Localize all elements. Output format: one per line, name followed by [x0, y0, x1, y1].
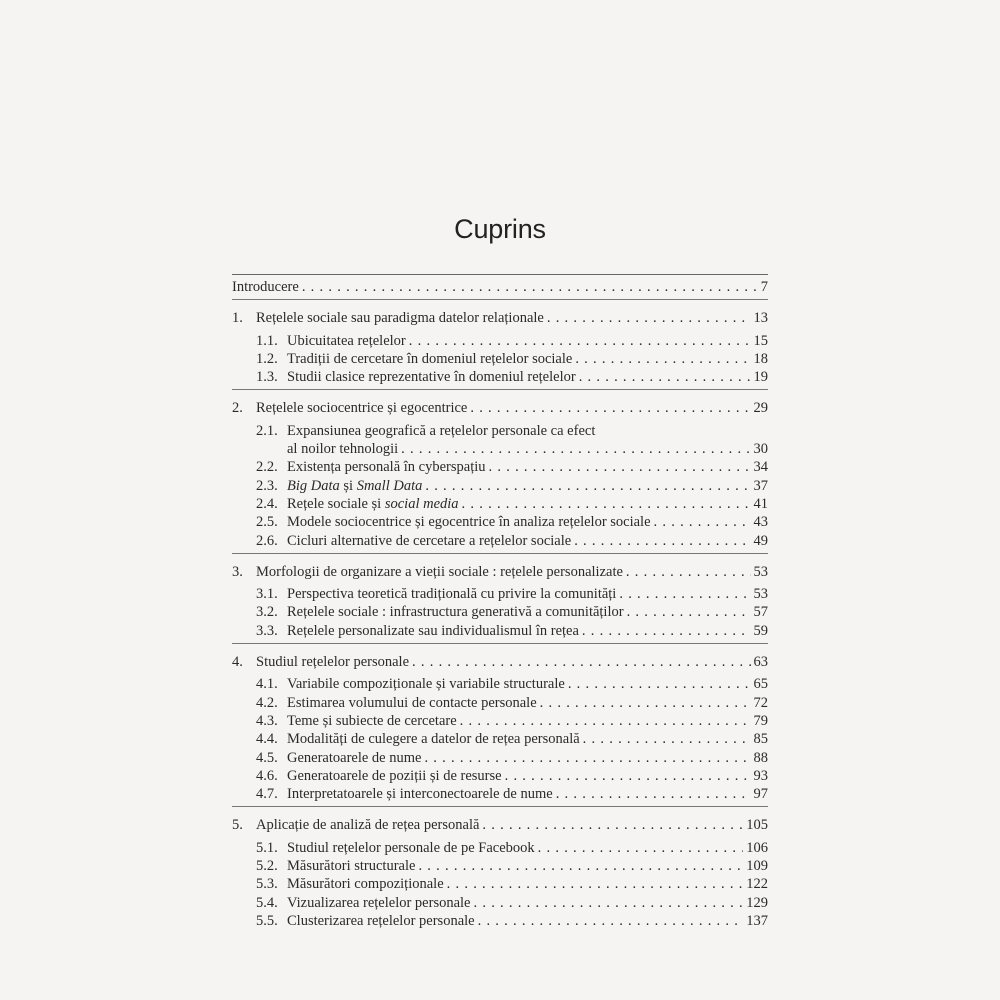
section-number: 1.2.: [256, 350, 278, 367]
toc-section-entry[interactable]: [232, 532, 768, 550]
chapter-page: 53: [753, 563, 768, 580]
dot-leader: [579, 368, 751, 386]
section-number: 5.2.: [256, 858, 278, 875]
dot-leader: [568, 675, 751, 693]
section-title: Studiul rețelelor personale de pe Facebook: [287, 839, 535, 856]
section-title: Existența personală în cyberspațiu: [287, 459, 486, 476]
toc-section-entry[interactable]: [232, 585, 768, 603]
toc-section-entry[interactable]: [232, 368, 768, 386]
toc-section-entry[interactable]: [232, 767, 768, 785]
section-page: 19: [753, 369, 768, 386]
chapter-title: Morfologii de organizare a vieții sociale : rețelele personalizate: [256, 563, 623, 580]
toc-section-entry[interactable]: [232, 785, 768, 803]
toc-section-entry[interactable]: [232, 675, 768, 693]
toc-section-entry[interactable]: [232, 875, 768, 893]
section-number: 4.4.: [256, 731, 278, 748]
chapter-number: 2.: [232, 400, 243, 417]
toc-chapter-entry[interactable]: [232, 399, 768, 417]
section-page: 137: [746, 912, 768, 929]
toc-chapter-entry[interactable]: [232, 563, 768, 581]
dot-leader: [627, 603, 751, 621]
dot-leader: [489, 458, 751, 476]
section-title: Rețelele personalizate sau individualismul în rețea: [287, 622, 579, 639]
section-page: 49: [753, 532, 768, 549]
toc-chapter-entry[interactable]: [232, 816, 768, 834]
section-title-continuation: al noilor tehnologii: [287, 441, 399, 458]
section-page: 122: [746, 876, 768, 893]
dot-leader: [482, 816, 743, 834]
toc-section-entry[interactable]: [232, 350, 768, 368]
section-page: 65: [753, 676, 768, 693]
dot-leader: [470, 399, 750, 417]
dot-leader: [574, 532, 750, 550]
section-page: 41: [753, 495, 768, 512]
dot-leader: [556, 785, 751, 803]
chapter-title: Rețelele sociale sau paradigma datelor relaționale: [256, 310, 544, 327]
section-number: 5.1.: [256, 839, 278, 856]
section-title: Generatoarele de nume: [287, 749, 422, 766]
toc-section-entry[interactable]: [232, 857, 768, 875]
toc-group-chapter-1: [232, 300, 768, 390]
toc-group-chapter-4: [232, 644, 768, 807]
section-page: 106: [746, 839, 768, 856]
chapter-number: 5.: [232, 817, 243, 834]
section-number: 2.4.: [256, 495, 278, 512]
dot-leader: [582, 622, 751, 640]
page-title: Cuprins: [454, 214, 546, 245]
section-page: 15: [753, 332, 768, 349]
section-number: 2.5.: [256, 514, 278, 531]
dot-leader: [547, 309, 751, 327]
dot-leader: [447, 875, 744, 893]
toc-section-entry[interactable]: [232, 694, 768, 712]
section-title: Studii clasice reprezentative în domeniul rețelelor: [287, 369, 576, 386]
title-part: Rețele sociale și: [287, 495, 385, 512]
section-page: 129: [746, 894, 768, 911]
dot-leader: [409, 332, 751, 350]
chapter-page: 63: [753, 654, 768, 671]
section-number: 4.2.: [256, 694, 278, 711]
chapter-page: 105: [746, 817, 768, 834]
toc-section-entry[interactable]: [232, 458, 768, 476]
toc-group-intro: [232, 275, 768, 300]
section-page: 72: [753, 694, 768, 711]
chapter-title: Rețelele sociocentrice și egocentrice: [256, 400, 468, 417]
section-number: 3.3.: [256, 622, 278, 639]
section-number: 2.3.: [256, 477, 278, 494]
section-title: Teme și subiecte de cercetare: [287, 712, 457, 729]
toc-chapter-entry[interactable]: [232, 309, 768, 327]
title-italic-part: Big Data: [287, 477, 340, 494]
chapter-title: Aplicație de analiză de rețea personală: [256, 817, 480, 834]
toc-section-entry[interactable]: [232, 894, 768, 912]
title-italic-part: social media: [384, 495, 459, 512]
dot-leader: [302, 278, 758, 296]
section-number: 4.6.: [256, 767, 278, 784]
section-number: 4.5.: [256, 749, 278, 766]
toc-section-entry[interactable]: [232, 622, 768, 640]
section-title: Interpretatoarele și interconectoarele de nume: [287, 786, 553, 803]
toc-section-entry[interactable]: [232, 513, 768, 531]
section-number: 1.3.: [256, 369, 278, 386]
section-title: Vizualizarea rețelelor personale: [287, 894, 471, 911]
dot-leader: [401, 440, 750, 458]
section-title: Perspectiva teoretică tradițională cu privire la comunități: [287, 586, 617, 603]
dot-leader: [538, 839, 744, 857]
section-page: 30: [753, 441, 768, 458]
title-part: și: [339, 477, 357, 494]
section-page: 43: [753, 514, 768, 531]
chapter-page: 13: [753, 310, 768, 327]
section-number: 5.4.: [256, 894, 278, 911]
section-title: Rețelele sociale : infrastructura generativă a comunităților: [287, 604, 624, 621]
toc-section-entry[interactable]: [232, 603, 768, 621]
section-title: Variabile compoziționale și variabile structurale: [287, 676, 565, 693]
dot-leader: [425, 477, 750, 495]
section-title: Clusterizarea rețelelor personale: [287, 912, 475, 929]
section-number: 4.1.: [256, 676, 278, 693]
section-page: 53: [753, 586, 768, 603]
toc-group-chapter-2: [232, 390, 768, 553]
dot-leader: [575, 350, 750, 368]
chapter-page: 29: [753, 400, 768, 417]
title-italic-part: Small Data: [356, 477, 423, 494]
toc-section-entry[interactable]: [232, 477, 768, 495]
toc-chapter-entry[interactable]: [232, 653, 768, 671]
dot-leader: [460, 712, 751, 730]
chapter-number: 3.: [232, 563, 243, 580]
section-page: 109: [746, 858, 768, 875]
toc-entry-introduction[interactable]: [232, 278, 768, 296]
toc-entry-page: 7: [760, 279, 768, 295]
section-page: 88: [753, 749, 768, 766]
chapter-number: 4.: [232, 654, 243, 671]
dot-leader: [418, 857, 743, 875]
dot-leader: [462, 495, 751, 513]
section-title: Generatoarele de poziții și de resurse: [287, 767, 502, 784]
dot-leader: [583, 730, 751, 748]
dot-leader: [474, 894, 744, 912]
section-page: 85: [753, 731, 768, 748]
chapter-number: 1.: [232, 310, 243, 327]
dot-leader: [505, 767, 751, 785]
section-title: [287, 495, 459, 513]
section-title: Modele sociocentrice și egocentrice în analiza rețelelor sociale: [287, 514, 651, 531]
dot-leader: [626, 563, 751, 581]
section-page: 37: [753, 477, 768, 494]
toc-section-entry[interactable]: [232, 749, 768, 767]
toc-group-chapter-5: [232, 807, 768, 933]
section-number: 5.5.: [256, 912, 278, 929]
section-title: Tradiții de cercetare în domeniul rețelelor sociale: [287, 350, 573, 367]
toc-section-entry[interactable]: [232, 422, 768, 459]
section-title: Estimarea volumului de contacte personale: [287, 694, 537, 711]
toc-group-chapter-3: [232, 554, 768, 644]
section-number: 3.1.: [256, 586, 278, 603]
toc-entry-title: Introducere: [232, 279, 299, 295]
section-number: 4.3.: [256, 712, 278, 729]
section-page: 79: [753, 712, 768, 729]
section-title: Măsurători structurale: [287, 858, 416, 875]
dot-leader: [540, 694, 751, 712]
section-title: Modalități de culegere a datelor de rețea personală: [287, 731, 580, 748]
dot-leader: [424, 749, 750, 767]
section-number: 1.1.: [256, 332, 278, 349]
toc-section-entry[interactable]: [232, 712, 768, 730]
section-title: Ubicuitatea rețelelor: [287, 332, 406, 349]
section-number: 2.2.: [256, 459, 278, 476]
toc-section-entry[interactable]: [232, 730, 768, 748]
toc-section-entry[interactable]: [232, 495, 768, 513]
section-number: 2.1.: [256, 422, 278, 439]
section-title: [287, 477, 422, 495]
toc-section-entry[interactable]: [232, 839, 768, 857]
dot-leader: [619, 585, 750, 603]
section-title: Cicluri alternative de cercetare a rețelelor sociale: [287, 532, 572, 549]
dot-leader: [412, 653, 750, 671]
section-page: 34: [753, 459, 768, 476]
section-number: 4.7.: [256, 786, 278, 803]
section-page: 97: [753, 786, 768, 803]
section-title: Măsurători compoziționale: [287, 876, 444, 893]
section-page: 18: [753, 350, 768, 367]
section-page: 57: [753, 604, 768, 621]
section-title: Expansiunea geografică a rețelelor personale ca efect: [287, 422, 596, 439]
dot-leader: [478, 912, 744, 930]
section-number: 3.2.: [256, 604, 278, 621]
chapter-title: Studiul rețelelor personale: [256, 654, 410, 671]
section-number: 2.6.: [256, 532, 278, 549]
toc-section-entry[interactable]: [232, 912, 768, 930]
toc-section-entry[interactable]: [232, 332, 768, 350]
section-page: 59: [753, 622, 768, 639]
section-number: 5.3.: [256, 876, 278, 893]
section-page: 93: [753, 767, 768, 784]
dot-leader: [654, 513, 751, 531]
table-of-contents: [232, 274, 768, 933]
